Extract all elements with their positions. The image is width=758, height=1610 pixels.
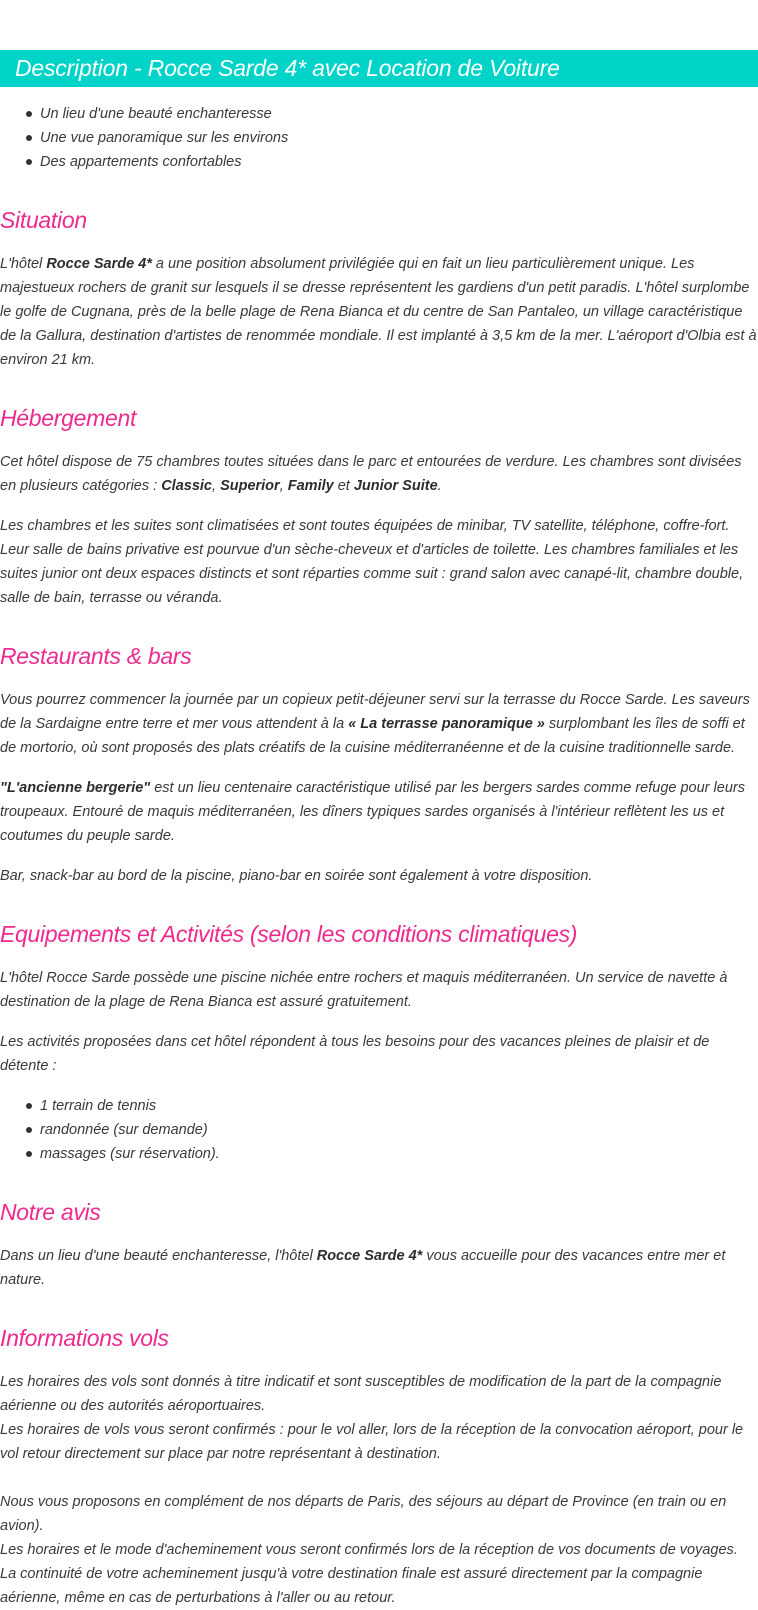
list-item: Des appartements confortables — [40, 150, 758, 174]
text: et — [333, 478, 354, 494]
activities-list — [0, 1094, 758, 1166]
text: surplombant les îles de soffi et de mortorio, où sont proposés des plats créatifs de la cuisine méditerranéenne et de la cuisine traditionnelle sarde. — [0, 716, 745, 756]
text: . — [437, 478, 442, 494]
text: Vous pourrez commencer la journée par un copieux petit-déjeuner servi sur la terrasse du Rocce Sarde. Les saveurs de la Sardaigne entre terre et mer vous attendent à la — [0, 692, 750, 732]
restaurants-paragraph-2 — [0, 776, 758, 848]
hotel-name: Rocce Sarde 4* — [316, 1248, 423, 1264]
section-heading-hebergement: Hébergement — [0, 405, 137, 431]
equipements-paragraph-2: Les activités proposées dans cet hôtel répondent à tous les besoins pour des vacances pleines de plaisir et de détente : — [0, 1034, 710, 1074]
section-heading-restaurants: Restaurants & bars — [0, 643, 192, 669]
main-content — [0, 102, 758, 1610]
text: Dans un lieu d'une beauté enchanteresse, l'hôtel — [0, 1248, 317, 1264]
hebergement-paragraph-1 — [0, 450, 758, 498]
text: vous accueille pour des vacances entre mer et nature. — [0, 1248, 726, 1288]
category-classic: Classic — [161, 478, 212, 494]
section-heading-vols: Informations vols — [0, 1325, 169, 1351]
avis-paragraph — [0, 1244, 758, 1292]
list-item: 1 terrain de tennis — [40, 1094, 758, 1118]
vols-line-3: Nous vous proposons en complément de nos départs de Paris, des séjours au départ de Province (en train ou en avion). — [0, 1494, 727, 1534]
page-title: Description - Rocce Sarde 4* avec Location de Voiture — [15, 55, 560, 81]
restaurants-paragraph-1 — [0, 688, 758, 760]
equipements-paragraph-1: L'hôtel Rocce Sarde possède une piscine nichée entre rochers et maquis méditerranéen. Un service de navette à destination de la plage de Rena Bianca est assuré gratuitement. — [0, 970, 728, 1010]
list-item: Un lieu d'une beauté enchanteresse — [40, 102, 758, 126]
vols-line-4: Les horaires et le mode d'acheminement vous seront confirmés lors de la réception de vos documents de voyages. — [0, 1542, 738, 1558]
list-item: Une vue panoramique sur les environs — [40, 126, 758, 150]
situation-paragraph — [0, 252, 758, 372]
hebergement-paragraph-2: Les chambres et les suites sont climatisées et sont toutes équipées de minibar, TV satellite, téléphone, coffre-fort. Leur salle de bains privative est pourvue d'un sèche-cheveux et d'articles de toilette. Les chambres familiales et les suites junior ont deux espaces distincts et sont réparties comme suit : grand salon avec canapé-lit, chambre double, salle de bain, terrasse ou véranda. — [0, 518, 744, 606]
section-heading-equipements: Equipements et Activités (selon les conditions climatiques) — [0, 921, 578, 947]
text: , — [279, 478, 288, 494]
list-item: randonnée (sur demande) — [40, 1118, 758, 1142]
category-superior: Superior — [220, 478, 280, 494]
text: a une position absolument privilégiée qui en fait un lieu particulièrement unique. Les majestueux rochers de granit sur lesquels il se dresse représentent les gardiens d'un petit paradis. L'hôtel surplombe le golfe de Cugnana, près de la belle plage de Rena Bianca et du centre de San Pantaleo, un village caractéristique de la Gallura, destination d'artistes de renommée mondiale. Il est implanté à 3,5 km de la mer. L'aéroport d'Olbia est à environ 21 km. — [0, 256, 757, 368]
vols-line-1: Les horaires des vols sont donnés à titre indicatif et sont susceptibles de modification de la part de la compagnie aérienne ou des autorités aéroportuaires. — [0, 1374, 722, 1414]
hotel-name: Rocce Sarde 4* — [46, 256, 152, 272]
description-banner — [0, 50, 758, 87]
section-heading-situation: Situation — [0, 207, 87, 233]
text: L'hôtel — [0, 256, 47, 272]
category-family: Family — [287, 478, 334, 494]
list-item: massages (sur réservation). — [40, 1142, 758, 1166]
restaurants-paragraph-3: Bar, snack-bar au bord de la piscine, piano-bar en soirée sont également à votre disposition. — [0, 868, 593, 884]
section-heading-avis: Notre avis — [0, 1199, 101, 1225]
text: Cet hôtel dispose de 75 chambres toutes situées dans le parc et entourées de verdure. Les chambres sont divisées en plusieurs catégories : — [0, 454, 742, 494]
vols-line-2: Les horaires de vols vous seront confirmés : pour le vol aller, lors de la réception de la convocation aéroport, pour le vol retour directement sur place par notre représentant à destination. — [0, 1422, 744, 1462]
vols-line-5: La continuité de votre acheminement jusqu'à votre destination finale est assuré directement par la compagnie aérienne, même en cas de perturbations à l'aller ou au retour. — [0, 1566, 703, 1606]
category-junior-suite: Junior Suite — [353, 478, 438, 494]
restaurant-name: "L'ancienne bergerie" — [0, 780, 151, 796]
text: est un lieu centenaire caractéristique utilisé par les bergers sardes comme refuge pour leurs troupeaux. Entouré de maquis méditerranéen, les dîners typiques sardes organisés à l'intérieur reflètent les us et coutumes du peuple sarde. — [0, 780, 745, 844]
restaurant-name: « La terrasse panoramique » — [348, 716, 545, 732]
text: , — [212, 478, 221, 494]
highlights-list — [0, 102, 758, 174]
